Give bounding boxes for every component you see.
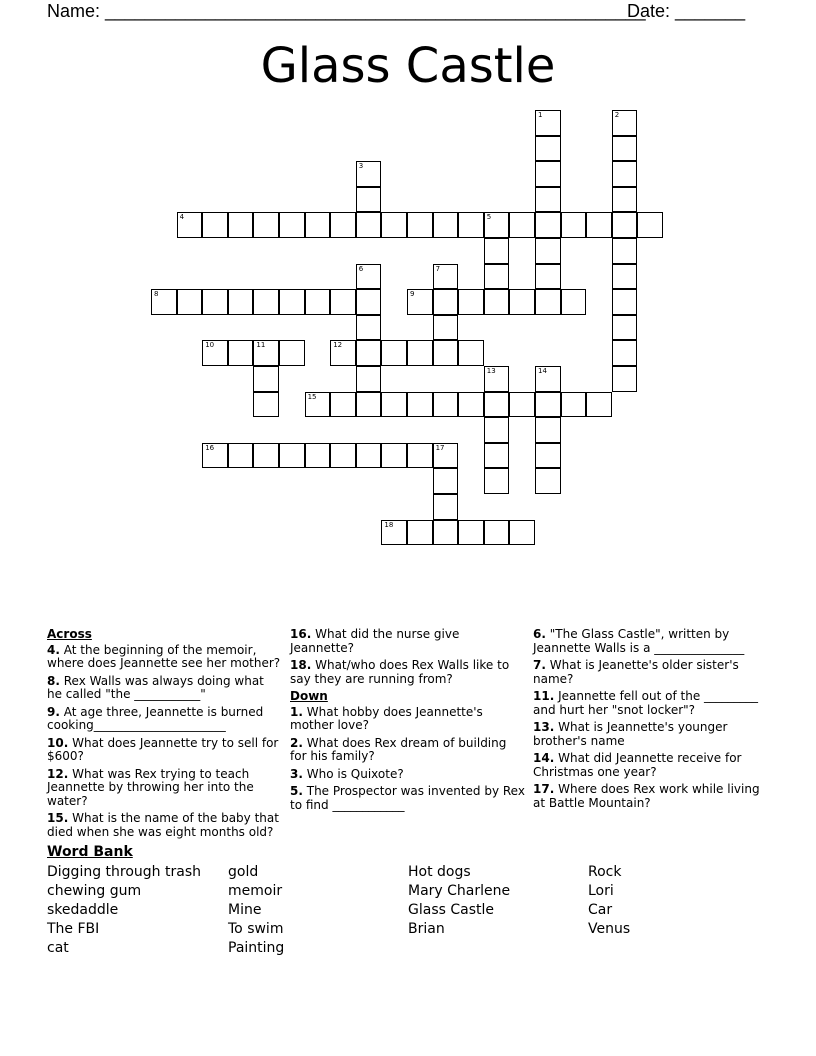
word-bank-item: Mine	[228, 902, 262, 918]
word-bank-heading: Word Bank	[47, 844, 133, 860]
grid-cell[interactable]	[612, 187, 638, 213]
grid-cell[interactable]	[433, 468, 459, 494]
clue-text: What hobby does Jeannette's mother love?	[290, 704, 483, 732]
grid-cell[interactable]	[407, 289, 433, 315]
clue-num: 5.	[290, 784, 303, 798]
clue-item	[47, 737, 282, 764]
clue-num: 18.	[290, 658, 312, 672]
grid-cell[interactable]	[381, 443, 407, 469]
clue-text: What was Rex trying to teach Jeannette by throwing her into the water?	[47, 766, 254, 808]
clue-num: 10.	[47, 735, 69, 750]
clue-num: 11.	[533, 689, 555, 703]
grid-cell[interactable]	[433, 212, 459, 238]
clue-text: The Prospector was invented by Rex to find ____________	[290, 784, 525, 812]
clue-number: 11	[256, 341, 266, 350]
grid-cell[interactable]	[330, 443, 356, 469]
grid-cell[interactable]	[458, 289, 484, 315]
clue-number: 17	[435, 443, 445, 452]
clue-item	[533, 783, 768, 810]
word-bank-column	[47, 863, 201, 958]
clue-number: 13	[486, 367, 496, 375]
grid-cell[interactable]	[253, 289, 279, 315]
grid-cell[interactable]	[612, 136, 638, 162]
clue-item	[533, 721, 768, 748]
grid-cell[interactable]	[433, 315, 459, 341]
clue-item	[290, 768, 525, 782]
clue-num: 17.	[533, 782, 555, 796]
clue-num: 6.	[533, 627, 546, 641]
grid-cell[interactable]	[637, 212, 663, 238]
grid-cell[interactable]	[330, 212, 356, 238]
clue-num: 9.	[47, 704, 60, 719]
grid-cell[interactable]	[356, 340, 382, 366]
grid-cell[interactable]	[305, 212, 331, 238]
grid-cell[interactable]	[586, 392, 612, 418]
clue-item	[47, 675, 282, 702]
clue-item	[533, 690, 768, 717]
word-bank-item: Rock	[588, 864, 622, 880]
clue-item	[47, 706, 282, 733]
clue-text: "The Glass Castle", written by Jeannette Walls is a _______________	[533, 627, 745, 655]
grid-cell[interactable]	[407, 212, 433, 238]
clue-num: 4.	[47, 642, 60, 657]
clue-number: 18	[384, 520, 394, 529]
grid-cell[interactable]	[535, 366, 561, 392]
grid-cell[interactable]	[202, 340, 228, 366]
grid-cell[interactable]	[356, 443, 382, 469]
clue-item	[47, 644, 282, 671]
grid-cell[interactable]	[356, 264, 382, 290]
clue-text: Rex Walls was always doing what he called "the ___________"	[47, 673, 264, 701]
grid-cell[interactable]	[253, 366, 279, 392]
grid-cell[interactable]	[484, 468, 510, 494]
grid-cell[interactable]	[356, 315, 382, 341]
grid-cell[interactable]	[356, 289, 382, 315]
grid-cell[interactable]	[458, 392, 484, 418]
grid-cell[interactable]	[535, 443, 561, 469]
grid-cell[interactable]	[612, 161, 638, 187]
grid-cell[interactable]	[253, 212, 279, 238]
clue-text: What is Jeanette's older sister's name?	[533, 658, 739, 686]
grid-cell[interactable]	[484, 366, 510, 392]
down-clues-column-3	[533, 628, 768, 814]
clue-num: 2.	[290, 735, 303, 750]
grid-cell[interactable]	[305, 443, 331, 469]
clue-text: At the beginning of the memoir, where does Jeannette see her mother?	[47, 642, 281, 670]
clue-text: What does Jeannette try to sell for $600?	[47, 735, 279, 763]
grid-cell[interactable]	[535, 212, 561, 238]
grid-cell[interactable]	[612, 340, 638, 366]
word-bank-item: Digging through trash	[47, 864, 201, 880]
grid-cell[interactable]	[586, 212, 612, 238]
grid-cell[interactable]	[484, 264, 510, 290]
clue-number: 14	[538, 367, 547, 375]
grid-cell[interactable]	[433, 289, 459, 315]
clue-text: Where does Rex work while living at Battle Mountain?	[533, 782, 760, 810]
grid-cell[interactable]	[330, 392, 356, 418]
grid-cell[interactable]	[356, 366, 382, 392]
word-bank-item: Glass Castle	[408, 902, 494, 918]
grid-cell[interactable]	[381, 212, 407, 238]
clue-num: 15.	[47, 811, 69, 825]
grid-cell[interactable]	[279, 443, 305, 469]
grid-cell[interactable]	[433, 392, 459, 418]
grid-cell[interactable]	[253, 443, 279, 469]
grid-cell[interactable]	[356, 392, 382, 418]
grid-cell[interactable]	[535, 161, 561, 187]
date-field[interactable]: Date: _______	[627, 1, 746, 21]
clue-num: 16.	[290, 627, 312, 641]
clue-item	[290, 737, 525, 764]
clue-item	[290, 659, 525, 686]
grid-cell[interactable]	[612, 315, 638, 341]
clue-number: 10	[205, 341, 215, 350]
clue-item	[290, 706, 525, 733]
clue-item	[47, 768, 282, 809]
grid-cell[interactable]	[535, 468, 561, 494]
grid-cell[interactable]	[407, 340, 433, 366]
grid-cell[interactable]	[509, 212, 535, 238]
grid-cell[interactable]	[484, 417, 510, 443]
clue-number: 3	[358, 162, 364, 171]
grid-cell[interactable]	[228, 340, 254, 366]
grid-cell[interactable]	[535, 417, 561, 443]
grid-cell[interactable]	[484, 520, 510, 546]
clue-num: 3.	[290, 766, 303, 781]
grid-cell[interactable]	[484, 289, 510, 315]
clue-number: 6	[358, 264, 364, 273]
grid-cell[interactable]	[279, 212, 305, 238]
word-bank-item: To swim	[228, 921, 284, 937]
across-heading: Across	[47, 627, 92, 641]
clue-num: 8.	[47, 673, 60, 688]
clue-number: 2	[614, 111, 620, 119]
clue-number: 7	[435, 264, 441, 273]
grid-cell[interactable]	[253, 392, 279, 418]
word-bank-item: chewing gum	[47, 883, 142, 899]
grid-cell[interactable]	[151, 289, 177, 315]
word-bank-item: Brian	[408, 921, 445, 937]
grid-cell[interactable]	[612, 110, 638, 136]
clue-number: 4	[179, 213, 185, 222]
grid-cell[interactable]	[330, 340, 356, 366]
grid-cell[interactable]	[407, 443, 433, 469]
clue-text: Jeannette fell out of the _________ and hurt her "snot locker"?	[533, 689, 759, 717]
across-clues-column-1	[47, 628, 282, 843]
grid-cell[interactable]	[356, 187, 382, 213]
word-bank-item: Venus	[588, 921, 631, 937]
grid-cell[interactable]	[381, 520, 407, 546]
clue-item	[290, 628, 525, 655]
grid-cell[interactable]	[381, 392, 407, 418]
grid-cell[interactable]	[433, 494, 459, 520]
clue-text: What did the nurse give Jeannette?	[290, 627, 460, 655]
word-bank-item: gold	[228, 864, 259, 880]
grid-cell[interactable]	[202, 289, 228, 315]
clue-item	[533, 752, 768, 779]
clue-item	[533, 659, 768, 686]
grid-cell[interactable]	[561, 212, 587, 238]
grid-cell[interactable]	[279, 289, 305, 315]
grid-cell[interactable]	[202, 212, 228, 238]
clue-text: What/who does Rex Walls like to say they are running from?	[290, 658, 510, 686]
grid-cell[interactable]	[535, 289, 561, 315]
word-bank-item: Mary Charlene	[408, 883, 511, 899]
grid-cell[interactable]	[177, 289, 203, 315]
clue-number: 9	[410, 290, 415, 299]
grid-cell[interactable]	[509, 520, 535, 546]
grid-cell[interactable]	[253, 340, 279, 366]
clue-number: 1	[538, 111, 543, 119]
clue-number: 15	[307, 392, 317, 401]
grid-cell[interactable]	[535, 264, 561, 290]
word-bank-item: Car	[588, 902, 613, 918]
clue-num: 1.	[290, 704, 303, 719]
down-heading: Down	[290, 689, 328, 703]
clue-text: What did Jeannette receive for Christmas one year?	[533, 751, 742, 779]
grid-cell[interactable]	[484, 392, 510, 418]
grid-cell[interactable]	[177, 212, 203, 238]
grid-cell[interactable]	[433, 340, 459, 366]
grid-cell[interactable]	[433, 443, 459, 469]
clue-text: What does Rex dream of building for his family?	[290, 735, 507, 763]
clue-item	[533, 628, 768, 655]
grid-cell[interactable]	[381, 340, 407, 366]
grid-cell[interactable]	[612, 264, 638, 290]
grid-cell[interactable]	[612, 212, 638, 238]
grid-cell[interactable]	[279, 340, 305, 366]
clue-number: 16	[205, 443, 215, 452]
word-bank-column	[588, 863, 630, 939]
word-bank-item: Hot dogs	[408, 864, 471, 880]
grid-cell[interactable]	[535, 238, 561, 264]
clue-num: 12.	[47, 766, 69, 781]
grid-cell[interactable]	[612, 366, 638, 392]
clues-column-2	[290, 628, 525, 816]
grid-cell[interactable]	[228, 289, 254, 315]
grid-cell[interactable]	[612, 289, 638, 315]
word-bank-item: The FBI	[47, 921, 100, 937]
clue-number: 8	[154, 290, 159, 299]
word-bank-item: skedaddle	[47, 902, 119, 918]
clue-text: What is Jeannette's younger brother's name	[533, 720, 728, 748]
clue-number: 5	[486, 213, 492, 222]
grid-cell[interactable]	[484, 238, 510, 264]
clue-num: 13.	[533, 720, 555, 734]
grid-cell[interactable]	[407, 392, 433, 418]
word-bank-column	[228, 863, 284, 958]
clue-text: Who is Quixote?	[306, 766, 404, 781]
grid-cell[interactable]	[535, 187, 561, 213]
grid-cell[interactable]	[509, 392, 535, 418]
name-field[interactable]: Name: ______________________________________________________	[47, 1, 646, 21]
grid-cell[interactable]	[433, 520, 459, 546]
clue-text: At age three, Jeannette is burned cooking______________________	[47, 704, 264, 732]
clue-item	[290, 785, 525, 812]
word-bank-item: Lori	[588, 883, 614, 899]
word-bank-item: memoir	[228, 883, 283, 899]
grid-cell[interactable]	[509, 289, 535, 315]
grid-cell[interactable]	[484, 212, 510, 238]
grid-cell[interactable]	[612, 238, 638, 264]
grid-cell[interactable]	[305, 392, 331, 418]
page-title: Glass Castle	[260, 38, 556, 94]
grid-cell[interactable]	[407, 520, 433, 546]
grid-cell[interactable]	[356, 212, 382, 238]
grid-cell[interactable]	[330, 289, 356, 315]
grid-cell[interactable]	[484, 443, 510, 469]
clue-num: 7.	[533, 658, 546, 672]
grid-cell[interactable]	[228, 443, 254, 469]
clue-num: 14.	[533, 751, 555, 765]
grid-cell[interactable]	[561, 289, 587, 315]
clue-number: 12	[333, 341, 343, 350]
grid-cell[interactable]	[228, 212, 254, 238]
grid-cell[interactable]	[561, 392, 587, 418]
grid-cell[interactable]	[458, 340, 484, 366]
grid-cell[interactable]	[458, 212, 484, 238]
grid-cell[interactable]	[433, 264, 459, 290]
word-bank-column	[408, 863, 510, 939]
grid-cell[interactable]	[535, 392, 561, 418]
word-bank-item: Painting	[228, 940, 285, 956]
grid-cell[interactable]	[458, 520, 484, 546]
grid-cell[interactable]	[202, 443, 228, 469]
grid-cell[interactable]	[535, 110, 561, 136]
clue-text: What is the name of the baby that died when she was eight months old?	[47, 811, 279, 839]
grid-cell[interactable]	[305, 289, 331, 315]
grid-cell[interactable]	[356, 161, 382, 187]
grid-cell[interactable]	[535, 136, 561, 162]
clue-item	[47, 812, 282, 839]
word-bank-item: cat	[47, 940, 69, 956]
